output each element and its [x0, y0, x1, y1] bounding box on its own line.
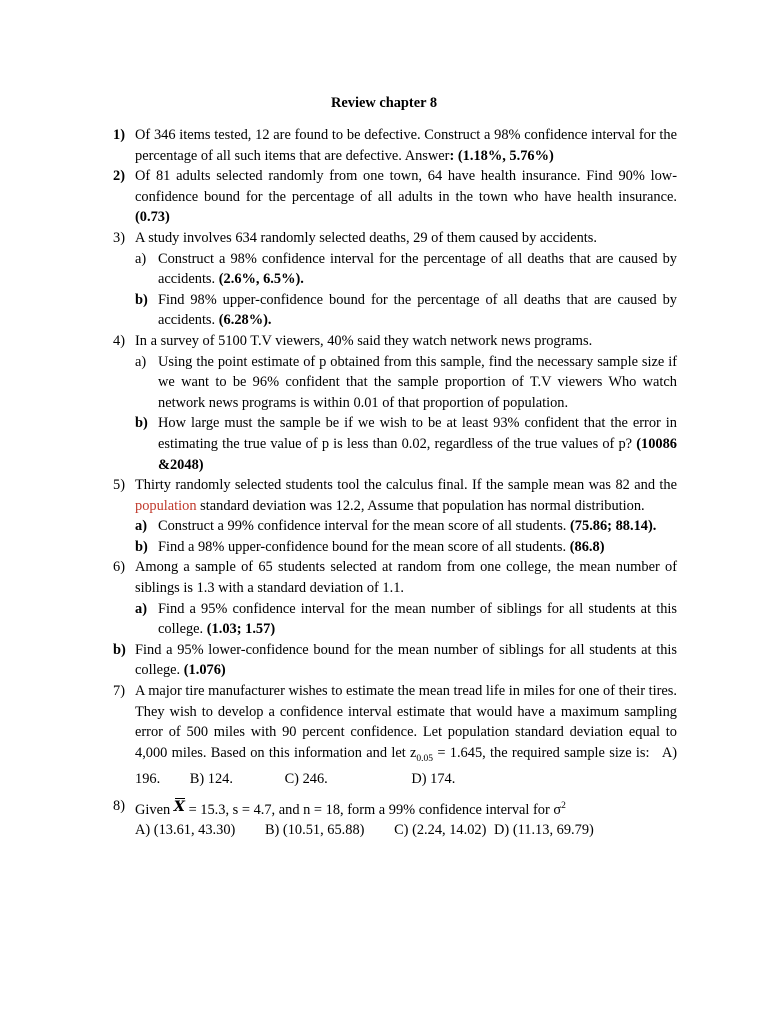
- question-1: [110, 125, 677, 166]
- question-answer: : (1.18%, 5.76%): [449, 147, 554, 164]
- subquestion-label: b): [135, 415, 148, 432]
- z-subscript: 0.05: [416, 753, 434, 764]
- question-text: Among a sample of 65 students selected at random from one college, the mean number of siblings is 1.3 with a standard deviation of 1.1.: [135, 559, 677, 597]
- subquestion-b: [135, 413, 677, 475]
- question-number: 4): [113, 332, 125, 349]
- options-row: [135, 820, 677, 841]
- option-d: D) (11.13, 69.79): [494, 822, 594, 839]
- question-3: [110, 228, 677, 331]
- subquestion-label: b): [135, 538, 148, 555]
- question-number: 2): [113, 168, 125, 185]
- subquestion-label: b): [135, 291, 148, 308]
- question-number: 5): [113, 477, 125, 494]
- subquestion-text: Using the point estimate of p obtained from this sample, find the necessary sample size if we want to be 96% confident that the sample proportion of T.V viewers Who watch network news programs is within 0.01 of that proportion of population.: [158, 353, 677, 411]
- subquestion-a: [135, 516, 677, 537]
- option-b: B) 124.: [189, 771, 233, 788]
- subquestion-answer: (2.6%, 6.5%).: [218, 271, 304, 288]
- question-8: [110, 796, 677, 841]
- subquestion-b: [135, 537, 677, 558]
- question-text: Thirty randomly selected students tool the calculus final. If the sample mean was 82 and the: [135, 477, 677, 494]
- question-number: 6): [113, 559, 125, 576]
- subquestion-label: b): [113, 641, 126, 658]
- question-text-end: = 1.645, the required sample size is:: [437, 744, 650, 761]
- question-text-continued: standard deviation was 12.2, Assume that population has normal distribution.: [200, 497, 645, 514]
- sigma-superscript: 2: [561, 800, 566, 811]
- question-4: [110, 331, 677, 475]
- subquestion-text: How large must the sample be if we wish to be at least 93% confident that the error in estimating the true value of p is less than 0.02, regardless of the true values of p?: [158, 415, 677, 452]
- subquestion-label: a): [135, 600, 147, 617]
- subquestion-a: [135, 352, 677, 414]
- question-number: 1): [113, 127, 125, 143]
- subquestion-a: [135, 249, 677, 290]
- subquestion-answer: (86.8): [569, 538, 605, 555]
- question-number: 8): [113, 797, 125, 814]
- question-2: [110, 166, 677, 228]
- question-text: A study involves 634 randomly selected deaths, 29 of them caused by accidents.: [135, 229, 597, 246]
- subquestion-text: Find a 98% upper-confidence bound for the mean score of all students.: [158, 538, 567, 555]
- subquestion-answer: (75.86; 88.14).: [570, 518, 657, 535]
- question-text: Of 346 items tested, 12 are found to be defective. Construct a 98% confidence interval for the percentage of all such items that are defective. Answer: [135, 127, 677, 164]
- question-number: 7): [113, 683, 125, 700]
- option-a: A) (13.61, 43.30): [135, 822, 236, 839]
- question-given: Given: [135, 801, 171, 818]
- subquestion-label: a): [135, 250, 147, 267]
- question-text: = 15.3, s = 4.7, and n = 18, form a 99% confidence interval for σ: [188, 801, 562, 818]
- subquestion-label: a): [135, 353, 147, 370]
- option-b: B) (10.51, 65.88): [264, 822, 365, 839]
- highlighted-word: population: [135, 497, 197, 514]
- subquestion-b: [135, 290, 677, 331]
- subquestion-text: Construct a 98% confidence interval for the percentage of all deaths that are caused by accidents.: [158, 250, 677, 288]
- option-a: A) 196.: [135, 744, 677, 788]
- subquestion-text: Find a 95% confidence interval for the mean number of siblings for all students at this college.: [158, 600, 677, 638]
- question-list: [110, 125, 677, 841]
- option-d: D) 174.: [411, 771, 456, 788]
- question-number: 3): [113, 229, 125, 246]
- question-text: Of 81 adults selected randomly from one town, 64 have health insurance. Find 90% low-confidence bound for the percentage of all adults in the town who have health insurance.: [135, 168, 677, 205]
- question-6b: [110, 640, 677, 681]
- subquestion-text: Construct a 99% confidence interval for the mean score of all students.: [158, 518, 567, 535]
- subquestion-label: a): [135, 518, 147, 535]
- option-c: C) (2.24, 14.02): [394, 822, 487, 839]
- question-answer: (0.73): [135, 209, 170, 226]
- x-bar-symbol: X: [174, 797, 185, 818]
- subquestion-answer: (1.076): [183, 662, 226, 679]
- page-title: Review chapter 8: [330, 95, 438, 111]
- subquestion-text: Find a 95% lower-confidence bound for the mean number of siblings for all students at this college.: [135, 641, 677, 679]
- question-5: [110, 475, 677, 557]
- subquestion-a: [135, 599, 677, 640]
- question-6: [110, 557, 677, 639]
- option-c: C) 246.: [284, 771, 328, 788]
- subquestion-answer: (10086 &2048): [158, 435, 677, 473]
- subquestion-text: Find 98% upper-confidence bound for the percentage of all deaths that are caused by accidents.: [158, 291, 677, 329]
- subquestion-answer: (6.28%).: [218, 312, 272, 329]
- subquestion-answer: (1.03; 1.57): [206, 621, 276, 638]
- question-text: A major tire manufacturer wishes to estimate the mean tread life in miles for one of their tires. They wish to develop a confidence interval estimate that would have a maximum sampling error of 500 miles with 90 percent confidence. Let population standard deviation equal to 4,000 miles. Based on this information and let z: [135, 683, 677, 761]
- question-text: In a survey of 5100 T.V viewers, 40% said they watch network news programs.: [135, 332, 593, 349]
- question-7: [110, 681, 677, 790]
